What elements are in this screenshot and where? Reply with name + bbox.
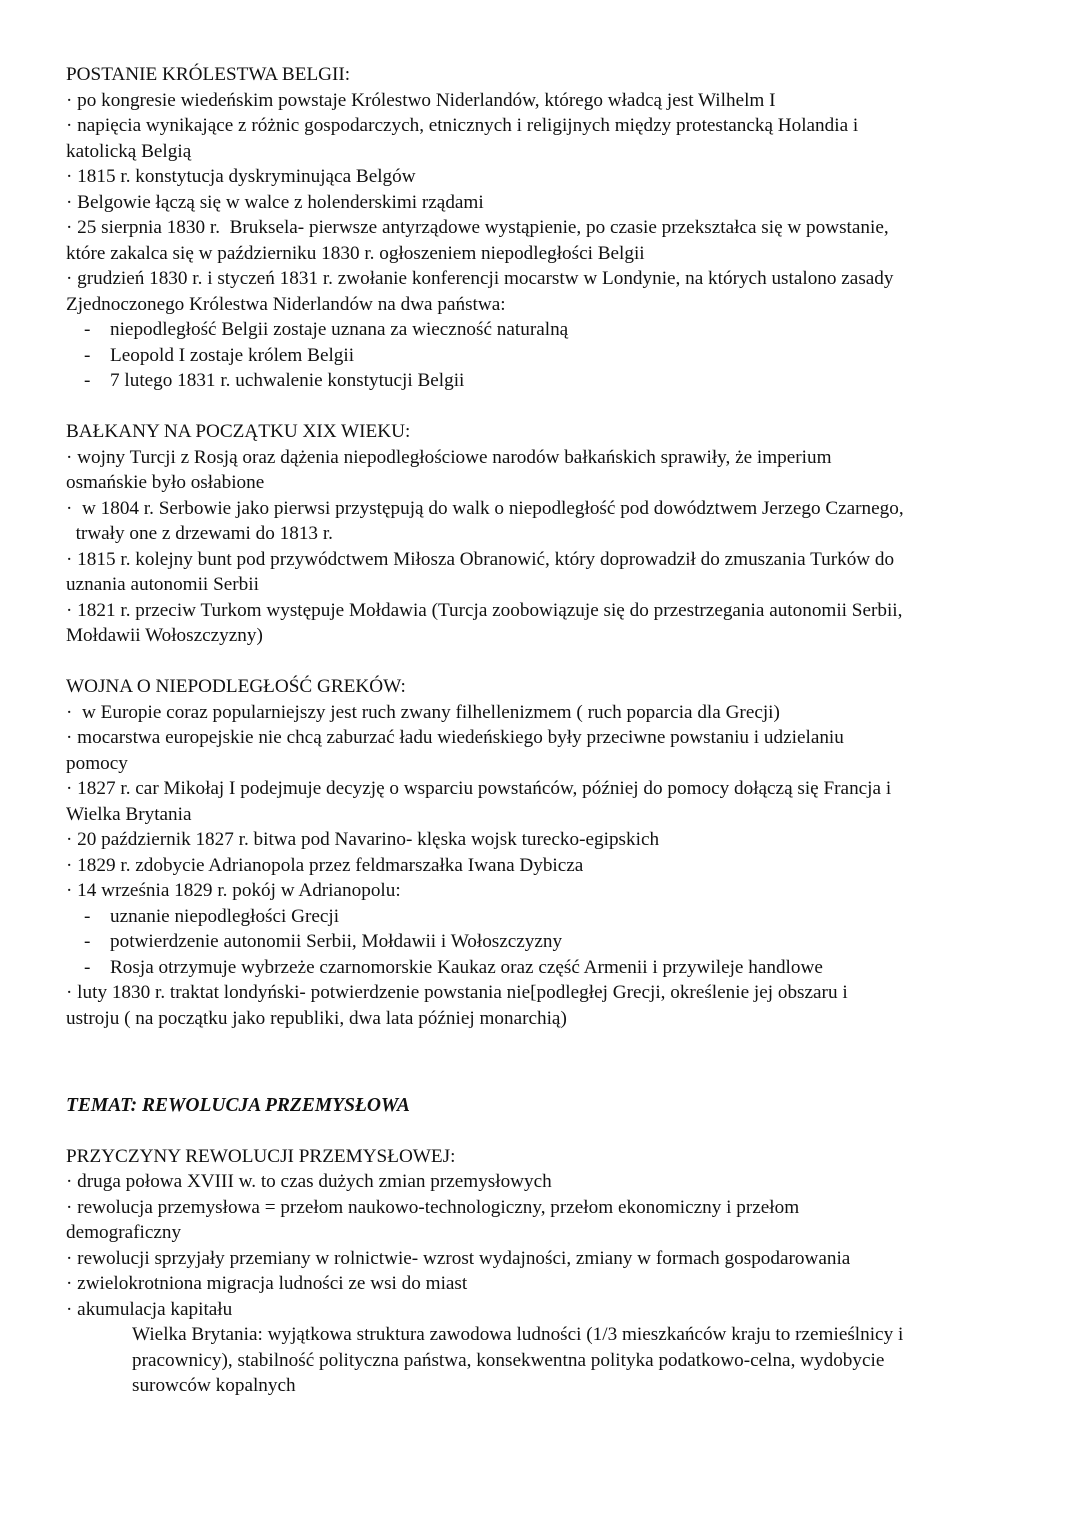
bullet-item: · rewolucji sprzyjały przemiany w rolnictwie- wzrost wydajności, zmiany w formach gospodarowania	[66, 1247, 851, 1269]
section-greece	[66, 674, 1040, 1031]
dash-item-text: Leopold I zostaje królem Belgii	[110, 344, 355, 366]
dash-item-text: niepodległość Belgii zostaje uznana za wieczność naturalną	[110, 319, 569, 340]
bullet-item-continuation: uznania autonomii Serbii	[66, 574, 259, 595]
section-belgium	[66, 62, 1040, 394]
bullet-item-continuation: trwały one z drzewami do 1813 r.	[66, 523, 333, 544]
bullet-item-continuation: Zjednoczonego Królestwa Niderlandów na dwa państwa:	[66, 293, 506, 315]
indented-paragraph-line: Wielka Brytania: wyjątkowa struktura zawodowa ludności (1/3 mieszkańców kraju to rzemieślnicy i	[132, 1324, 904, 1345]
dash-item-text: Rosja otrzymuje wybrzeże czarnomorskie Kaukaz oraz część Armenii i przywileje handlowe	[110, 956, 823, 978]
dash-item	[66, 368, 1040, 394]
bullet-item: · Belgowie łączą się w walce z holenderskimi rządami	[66, 191, 484, 213]
dash-mark: -	[84, 931, 91, 952]
bullet-item: · 1827 r. car Mikołaj I podejmuje decyzję o wsparciu powstańców, później do pomocy dołączą się Francja i	[66, 778, 892, 799]
bullet-item: · 1829 r. zdobycie Adrianopola przez feldmarszałka Iwana Dybicza	[66, 854, 584, 876]
indented-paragraph-line: pracownicy), stabilność polityczna państwa, konsekwentna polityka podatkowo-celna, wydobycie	[132, 1349, 885, 1371]
bullet-item: · zwielokrotniona migracja ludności ze wsi do miast	[66, 1273, 468, 1294]
bullet-item-continuation: które zakalca się w październiku 1830 r. ogłoszeniem niepodległości Belgii	[66, 242, 645, 264]
indented-paragraph-line: surowców kopalnych	[132, 1375, 296, 1396]
dash-item	[66, 343, 1040, 369]
bullet-item: · po kongresie wiedeńskim powstaje Królestwo Niderlandów, którego władcą jest Wilhelm I	[66, 89, 776, 111]
dash-mark: -	[84, 344, 91, 366]
dash-item-text: 7 lutego 1831 r. uchwalenie konstytucji Belgii	[110, 370, 465, 391]
bullet-item: · 1815 r. kolejny bunt pod przywódctwem Miłosza Obranowić, który doprowadził do zmuszania Turków do	[66, 548, 895, 570]
bullet-item-continuation: pomocy	[66, 752, 128, 774]
dash-item	[66, 904, 1040, 930]
bullet-item: · 14 września 1829 r. pokój w Adrianopolu:	[66, 880, 401, 901]
dash-item-text: uznanie niepodległości Grecji	[110, 905, 340, 927]
dash-item	[66, 317, 1040, 343]
section-heading: POSTANIE KRÓLESTWA BELGII:	[66, 64, 351, 85]
bullet-item: · mocarstwa europejskie nie chcą zaburzać ładu wiedeńskiego były przeciwne powstaniu i udzielaniu	[66, 727, 844, 748]
bullet-item-continuation: demograficzny	[66, 1222, 182, 1243]
section-heading: BAŁKANY NA POCZĄTKU XIX WIEKU:	[66, 421, 411, 442]
section-heading: PRZYCZYNY REWOLUCJI PRZEMYSŁOWEJ:	[66, 1145, 456, 1167]
bullet-item-continuation: Wielka Brytania	[66, 803, 192, 825]
bullet-item-continuation: ustroju ( na początku jako republiki, dwa lata później monarchią)	[66, 1007, 567, 1029]
bullet-item: · druga połowa XVIII w. to czas dużych zmian przemysłowych	[66, 1171, 552, 1192]
dash-item	[66, 929, 1040, 955]
bullet-item: · 25 sierpnia 1830 r. Bruksela- pierwsze antyrządowe wystąpienie, po czasie przekształca się w powstanie,	[66, 217, 889, 238]
bullet-item: · rewolucja przemysłowa = przełom naukowo-technologiczny, przełom ekonomiczny i przełom	[66, 1196, 800, 1218]
bullet-item-continuation: Mołdawii Wołoszczyzny)	[66, 625, 263, 646]
bullet-item: · 20 październik 1827 r. bitwa pod Navarino- klęska wojsk turecko-egipskich	[66, 829, 660, 850]
bullet-item: · 1821 r. przeciw Turkom występuje Mołdawia (Turcja zoobowiązuje się do przestrzegania autonomii Serbii,	[66, 599, 903, 621]
section-spacer	[66, 649, 1040, 675]
dash-mark: -	[84, 956, 91, 978]
section-spacer	[66, 1031, 1040, 1093]
bullet-item: · grudzień 1830 r. i styczeń 1831 r. zwołanie konferencji mocarstw w Londynie, na których ustalono zasady	[66, 268, 894, 289]
section-industrial-revolution	[66, 1144, 1040, 1399]
bullet-item: · napięcia wynikające z różnic gospodarczych, etnicznych i religijnych między protestancką Holandia i	[66, 115, 859, 136]
bullet-item: · w 1804 r. Serbowie jako pierwsi przystępują do walk o niepodległość pod dowództwem Jerzego Czarnego,	[66, 497, 904, 519]
bullet-item-continuation: osmańskie było osłabione	[66, 472, 265, 493]
dash-mark: -	[84, 370, 91, 391]
bullet-item-continuation: katolicką Belgią	[66, 140, 192, 162]
dash-item-text: potwierdzenie autonomii Serbii, Mołdawii i Wołoszczyzny	[110, 931, 563, 952]
dash-item	[66, 955, 1040, 981]
bullet-item: · akumulacja kapitału	[66, 1298, 233, 1320]
section-balkans	[66, 419, 1040, 649]
section-spacer	[66, 1119, 1040, 1144]
section-heading: WOJNA O NIEPODLEGŁOŚĆ GREKÓW:	[66, 676, 406, 697]
section-spacer	[66, 394, 1040, 420]
topic-title: TEMAT: REWOLUCJA PRZEMYSŁOWA	[66, 1095, 410, 1116]
bullet-item: · luty 1830 r. traktat londyński- potwierdzenie powstania nie[podległej Grecji, określenie jej obszaru i	[66, 982, 848, 1003]
bullet-item: · 1815 r. konstytucja dyskryminująca Belgów	[66, 166, 416, 187]
bullet-item: · w Europie coraz popularniejszy jest ruch zwany filhellenizmem ( ruch poparcia dla Grecji)	[66, 701, 780, 723]
dash-mark: -	[84, 905, 91, 927]
bullet-item: · wojny Turcji z Rosją oraz dążenia niepodległościowe narodów bałkańskich sprawiły, że imperium	[66, 446, 832, 468]
dash-mark: -	[84, 319, 91, 340]
